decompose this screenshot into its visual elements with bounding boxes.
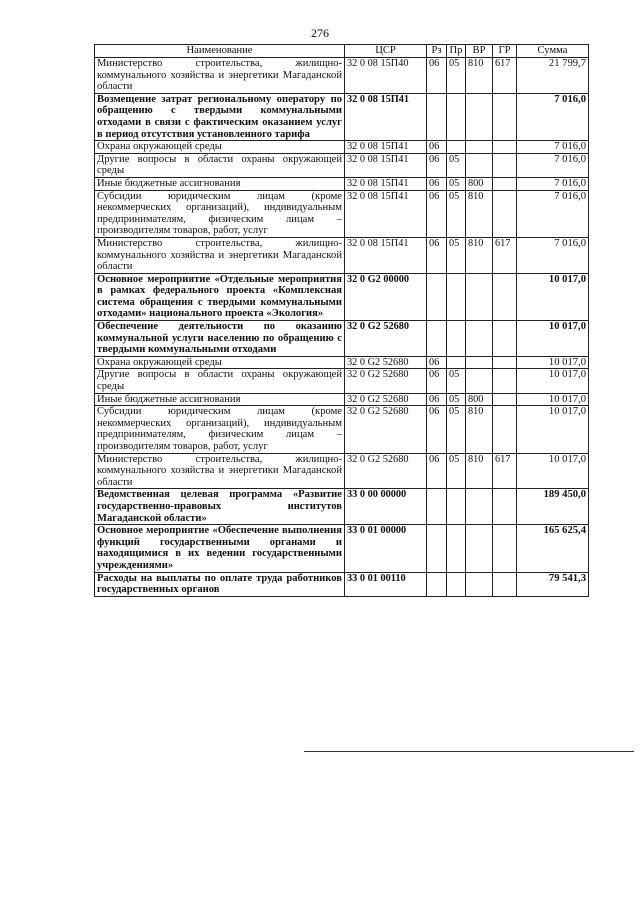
table-row <box>95 406 589 453</box>
cell-rz: 06 <box>427 356 447 369</box>
cell-sum: 79 541,3 <box>517 572 589 596</box>
cell-code: 32 0 G2 52680 <box>345 369 427 393</box>
table-row <box>95 321 589 357</box>
cell-vr <box>466 525 493 572</box>
cell-name: Обеспечение деятельности по оказанию коммунальной услуги населению по обращению с твердыми коммунальными отходами <box>95 321 345 357</box>
cell-vr <box>466 93 493 140</box>
cell-sum: 10 017,0 <box>517 321 589 357</box>
table-row <box>95 369 589 393</box>
cell-gr: 617 <box>493 453 517 489</box>
cell-sum: 7 016,0 <box>517 153 589 177</box>
cell-vr <box>466 369 493 393</box>
cell-name: Ведомственная целевая программа «Развитие государственно-правовых институтов Магаданской области» <box>95 489 345 525</box>
cell-code: 33 0 01 00110 <box>345 572 427 596</box>
cell-code: 32 0 08 15П41 <box>345 177 427 190</box>
cell-vr: 800 <box>466 177 493 190</box>
cell-vr: 800 <box>466 393 493 406</box>
cell-vr: 810 <box>466 190 493 237</box>
cell-sum: 10 017,0 <box>517 356 589 369</box>
footer-rule <box>304 751 634 752</box>
cell-code: 33 0 00 00000 <box>345 489 427 525</box>
cell-vr <box>466 572 493 596</box>
cell-code: 32 0 08 15П41 <box>345 153 427 177</box>
cell-name: Министерство строительства, жилищно-коммунального хозяйства и энергетики Магаданской области <box>95 453 345 489</box>
cell-gr <box>493 93 517 140</box>
cell-name: Субсидии юридическим лицам (кроме некоммерческих организаций), индивидуальным предпринимателям, физическим лицам – производителям товаров, работ, услуг <box>95 190 345 237</box>
cell-vr: 810 <box>466 237 493 273</box>
cell-gr <box>493 393 517 406</box>
cell-pr <box>447 93 466 140</box>
cell-rz: 06 <box>427 58 447 94</box>
cell-pr <box>447 141 466 154</box>
cell-gr <box>493 572 517 596</box>
cell-gr <box>493 406 517 453</box>
cell-rz <box>427 273 447 320</box>
cell-vr <box>466 321 493 357</box>
table-row <box>95 141 589 154</box>
header-vr: ВР <box>466 45 493 58</box>
cell-rz: 06 <box>427 393 447 406</box>
table-row <box>95 177 589 190</box>
cell-gr <box>493 356 517 369</box>
header-gr: ГР <box>493 45 517 58</box>
cell-pr: 05 <box>447 406 466 453</box>
table-row <box>95 58 589 94</box>
header-sum: Сумма <box>517 45 589 58</box>
cell-rz <box>427 572 447 596</box>
cell-code: 32 0 08 15П41 <box>345 190 427 237</box>
cell-sum: 189 450,0 <box>517 489 589 525</box>
cell-name: Охрана окружающей среды <box>95 141 345 154</box>
cell-rz: 06 <box>427 453 447 489</box>
cell-pr: 05 <box>447 369 466 393</box>
cell-name: Другие вопросы в области охраны окружающей среды <box>95 369 345 393</box>
cell-code: 32 0 08 15П41 <box>345 141 427 154</box>
table-row <box>95 237 589 273</box>
cell-sum: 7 016,0 <box>517 190 589 237</box>
cell-rz: 06 <box>427 237 447 273</box>
cell-pr: 05 <box>447 190 466 237</box>
header-code: ЦСР <box>345 45 427 58</box>
cell-sum: 165 625,4 <box>517 525 589 572</box>
cell-sum: 10 017,0 <box>517 453 589 489</box>
cell-rz <box>427 321 447 357</box>
cell-rz: 06 <box>427 369 447 393</box>
cell-rz: 06 <box>427 141 447 154</box>
table-row <box>95 393 589 406</box>
cell-name: Основное мероприятие «Отдельные мероприятия в рамках федерального проекта «Комплексная система обращения с твердыми коммунальными отходами» национального проекта «Экология» <box>95 273 345 320</box>
cell-name: Иные бюджетные ассигнования <box>95 393 345 406</box>
cell-name: Министерство строительства, жилищно-коммунального хозяйства и энергетики Магаданской области <box>95 237 345 273</box>
cell-sum: 7 016,0 <box>517 141 589 154</box>
cell-sum: 10 017,0 <box>517 369 589 393</box>
cell-vr: 810 <box>466 406 493 453</box>
cell-name: Основное мероприятие «Обеспечение выполнения функций государственными органами и находящимися в их ведении государственными учреждениями» <box>95 525 345 572</box>
cell-pr: 05 <box>447 153 466 177</box>
cell-code: 32 0 G2 00000 <box>345 273 427 320</box>
cell-gr <box>493 141 517 154</box>
table-row <box>95 93 589 140</box>
cell-vr <box>466 273 493 320</box>
header-pr: Пр <box>447 45 466 58</box>
cell-rz: 06 <box>427 190 447 237</box>
cell-code: 32 0 G2 52680 <box>345 393 427 406</box>
table-row <box>95 356 589 369</box>
table-row <box>95 453 589 489</box>
table-row <box>95 190 589 237</box>
cell-code: 32 0 G2 52680 <box>345 406 427 453</box>
cell-pr <box>447 356 466 369</box>
cell-pr: 05 <box>447 58 466 94</box>
cell-sum: 10 017,0 <box>517 393 589 406</box>
cell-vr: 810 <box>466 58 493 94</box>
cell-rz: 06 <box>427 177 447 190</box>
cell-gr: 617 <box>493 58 517 94</box>
cell-code: 32 0 G2 52680 <box>345 321 427 357</box>
cell-gr <box>493 525 517 572</box>
cell-pr <box>447 489 466 525</box>
cell-name: Другие вопросы в области охраны окружающей среды <box>95 153 345 177</box>
cell-rz <box>427 525 447 572</box>
cell-vr <box>466 356 493 369</box>
table-row <box>95 273 589 320</box>
cell-name: Возмещение затрат региональному оператору по обращению с твердыми коммунальными отходами в связи с фактическим оказанием услуг в период отсутствия установленного тарифа <box>95 93 345 140</box>
cell-gr <box>493 177 517 190</box>
header-rz: Рз <box>427 45 447 58</box>
cell-name: Субсидии юридическим лицам (кроме некоммерческих организаций), индивидуальным предпринимателям, физическим лицам – производителям товаров, работ, услуг <box>95 406 345 453</box>
header-name: Наименование <box>95 45 345 58</box>
cell-rz: 06 <box>427 406 447 453</box>
cell-name: Охрана окружающей среды <box>95 356 345 369</box>
cell-pr: 05 <box>447 237 466 273</box>
table-row <box>95 525 589 572</box>
cell-sum: 7 016,0 <box>517 177 589 190</box>
table-header-row <box>95 45 589 58</box>
cell-pr <box>447 273 466 320</box>
cell-gr <box>493 321 517 357</box>
cell-name: Расходы на выплаты по оплате труда работников государственных органов <box>95 572 345 596</box>
cell-pr <box>447 321 466 357</box>
cell-gr: 617 <box>493 237 517 273</box>
cell-gr <box>493 153 517 177</box>
cell-code: 32 0 08 15П40 <box>345 58 427 94</box>
cell-gr <box>493 369 517 393</box>
cell-rz: 06 <box>427 153 447 177</box>
cell-pr <box>447 572 466 596</box>
cell-code: 32 0 08 15П41 <box>345 93 427 140</box>
cell-vr <box>466 141 493 154</box>
budget-table <box>94 44 589 597</box>
cell-sum: 7 016,0 <box>517 93 589 140</box>
cell-code: 32 0 G2 52680 <box>345 356 427 369</box>
cell-pr: 05 <box>447 393 466 406</box>
cell-code: 32 0 G2 52680 <box>345 453 427 489</box>
table-row <box>95 572 589 596</box>
cell-sum: 10 017,0 <box>517 406 589 453</box>
cell-gr <box>493 489 517 525</box>
cell-vr: 810 <box>466 453 493 489</box>
table-row <box>95 153 589 177</box>
cell-name: Иные бюджетные ассигнования <box>95 177 345 190</box>
cell-vr <box>466 153 493 177</box>
table-body <box>95 58 589 597</box>
cell-pr <box>447 525 466 572</box>
cell-code: 32 0 08 15П41 <box>345 237 427 273</box>
table-row <box>95 489 589 525</box>
cell-name: Министерство строительства, жилищно-коммунального хозяйства и энергетики Магаданской области <box>95 58 345 94</box>
cell-rz <box>427 489 447 525</box>
cell-sum: 7 016,0 <box>517 237 589 273</box>
cell-pr: 05 <box>447 177 466 190</box>
page-number: 276 <box>311 26 329 40</box>
cell-sum: 10 017,0 <box>517 273 589 320</box>
cell-vr <box>466 489 493 525</box>
cell-pr: 05 <box>447 453 466 489</box>
cell-gr <box>493 190 517 237</box>
cell-gr <box>493 273 517 320</box>
cell-code: 33 0 01 00000 <box>345 525 427 572</box>
cell-sum: 21 799,7 <box>517 58 589 94</box>
cell-rz <box>427 93 447 140</box>
